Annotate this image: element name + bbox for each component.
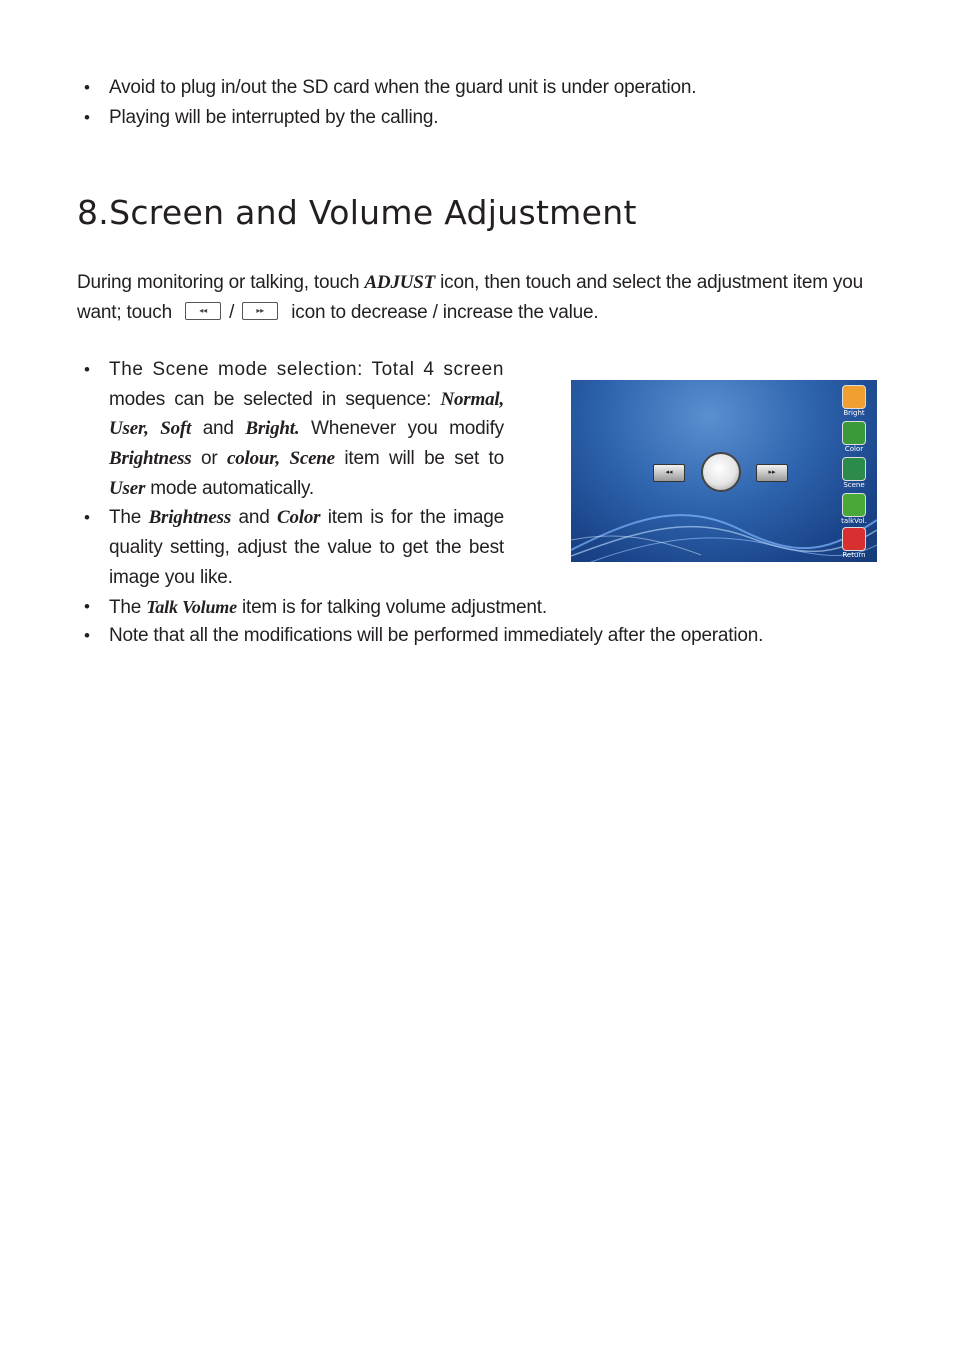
- adjust-screen-image: [571, 380, 877, 562]
- color-line-3: image you like.: [109, 567, 233, 588]
- bullet-marker: •: [84, 360, 90, 379]
- scene-icon: [842, 457, 866, 481]
- decrease-button-icon: ◂◂: [185, 302, 221, 320]
- scene-line-5: User mode automatically.: [109, 478, 315, 499]
- color-line-2: quality setting, adjust the value to get the best: [109, 537, 504, 558]
- scene-line-1: The Scene mode selection: Total 4 screen: [109, 359, 504, 380]
- color-icon: [842, 421, 866, 445]
- bullet-marker: •: [84, 108, 90, 127]
- section-title: 8.Screen and Volume Adjustment: [77, 193, 637, 232]
- increase-button-icon: ▸▸: [242, 302, 278, 320]
- menu-bright[interactable]: Bright: [841, 385, 867, 417]
- bullet-marker: •: [84, 78, 90, 97]
- menu-talk-volume[interactable]: talkVol.: [841, 493, 867, 525]
- color-line-1: The Brightness and Color item is for the image: [109, 507, 505, 528]
- bullet-sd-card: Avoid to plug in/out the SD card when the guard unit is under operation.: [109, 77, 697, 98]
- adjust-term: ADJUST: [364, 272, 436, 293]
- menu-color[interactable]: Color: [841, 421, 867, 453]
- screen-value-knob[interactable]: [701, 452, 741, 492]
- screen-increase-button[interactable]: ▸▸: [756, 464, 788, 482]
- return-icon: [842, 527, 866, 551]
- bullet-playing: Playing will be interrupted by the calling.: [109, 107, 439, 128]
- bright-icon: [842, 385, 866, 409]
- bullet-marker: •: [84, 626, 90, 645]
- screen-decrease-button[interactable]: ◂◂: [653, 464, 685, 482]
- bullet-marker: •: [84, 597, 90, 616]
- scene-line-2: modes can be selected in sequence: Normal,: [109, 389, 504, 410]
- talk-volume-line: The Talk Volume item is for talking volume adjustment.: [109, 597, 547, 618]
- menu-return[interactable]: Return: [841, 527, 867, 559]
- scene-line-4: Brightness or colour, Scene item will be set to: [109, 448, 504, 469]
- intro-line-1: During monitoring or talking, touch ADJUST icon, then touch and select the adjustment item you: [77, 272, 863, 293]
- note-line: Note that all the modifications will be performed immediately after the operation.: [109, 625, 764, 646]
- intro-line-2: want; touch ◂◂ / ▸▸ icon to decrease / increase the value.: [77, 302, 599, 323]
- scene-line-3: User, Soft and Bright. Whenever you modify: [109, 418, 504, 439]
- menu-scene[interactable]: Scene: [841, 457, 867, 489]
- bullet-marker: •: [84, 508, 90, 527]
- talk-volume-icon: [842, 493, 866, 517]
